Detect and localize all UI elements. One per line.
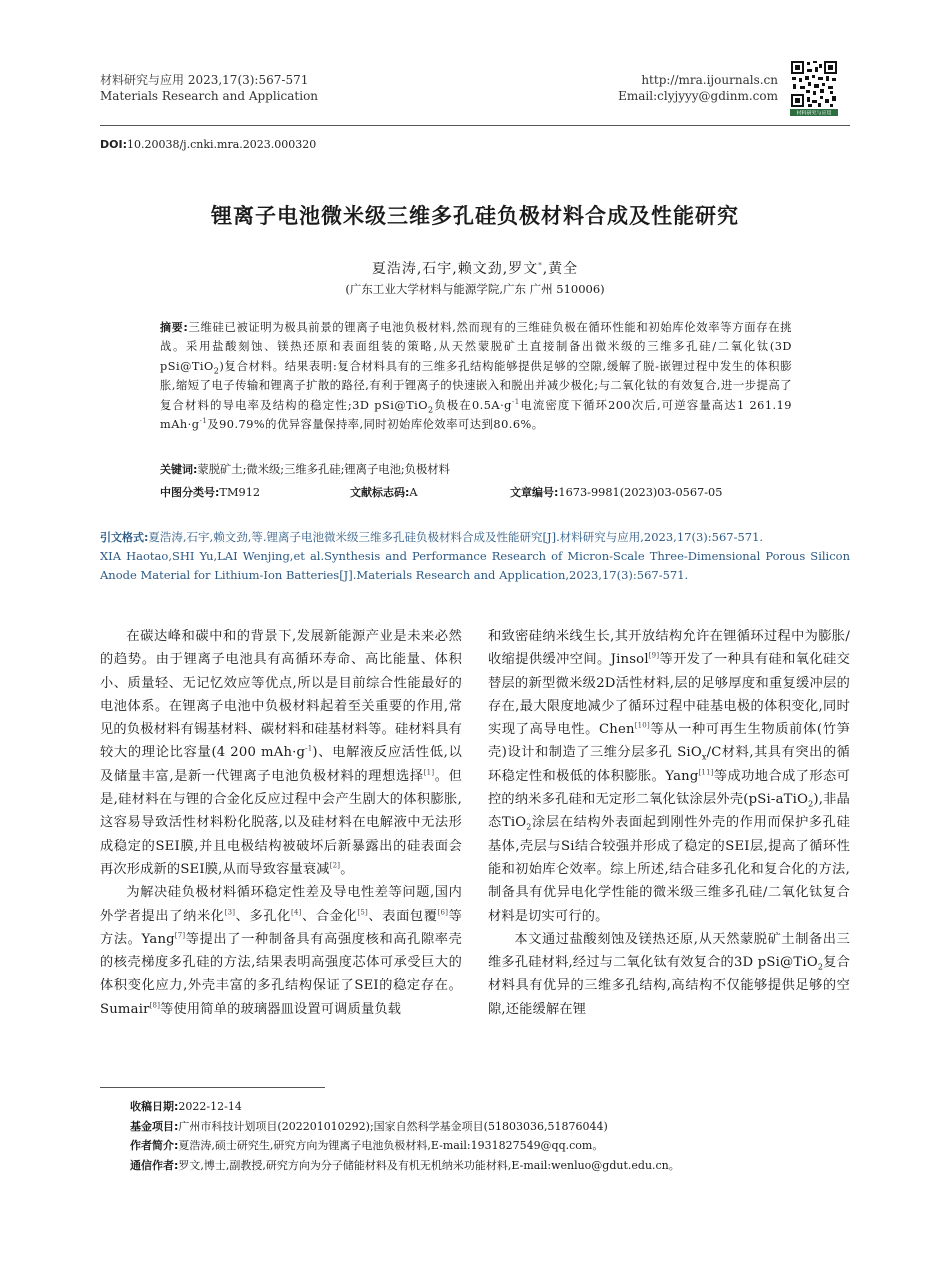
- p2-text-g: 等使用简单的玻璃器皿设置可调质量负载: [160, 1001, 402, 1017]
- ref-1[interactable]: [1]: [423, 768, 435, 777]
- article-number: [510, 484, 722, 500]
- clc-value: TM912: [219, 486, 261, 499]
- clc-label: 中图分类号:: [160, 486, 220, 499]
- corresponding-text: 罗文,博士,副教授,研究方向为分子储能材料及有机无机纳米功能材料,E-mail:wenluo@gdut.edu.cn。: [178, 1158, 680, 1172]
- abstract-text-4: 电流密度下循环200次后,可逆容量高达1 261.19 mAh·g: [160, 398, 792, 432]
- citation-en: XIA Haotao,SHI Yu,LAI Wenjing,et al.Synthesis and Performance Research of Micron-Scale Three-Dimensional Porous Silicon Anode Material for Lithium-Ion Batteries[J].Materials Research and Application,2023,17(3):567-571.: [100, 549, 850, 582]
- author-bio-label: 作者简介:: [130, 1139, 179, 1152]
- fund-text: 广州市科技计划项目(202201010292);国家自然科学基金项目(51803036,51876044): [178, 1119, 608, 1133]
- p3-text-f: ),非晶态TiO: [488, 792, 850, 831]
- abstract-sub-1: 2: [213, 366, 220, 376]
- citation-cn-text: 夏浩涛,石宇,赖文劲,等.锂离子电池微米级三维多孔硅负极材料合成及性能研究[J].材料研究与应用,2023,17(3):567-571.: [148, 530, 764, 544]
- p3-text-g: 涂层在结构外表面起到刚性外壳的作用而保护多孔硅基体,壳层与Si结合较强并形成了稳定的SEI层,提高了循环性能和初始库仑效率。综上所述,结合硅多孔化和复合化的方法,制备具有优异电化学性能的微米级三维多孔硅/二氧化钛复合材料是切实可行的。: [488, 815, 851, 924]
- author-list: [100, 258, 850, 278]
- article-number-label: 文章编号:: [510, 486, 559, 499]
- authors-part-2: ,黄全: [542, 261, 579, 277]
- corresponding-author-mark: *: [538, 261, 543, 270]
- p1-text-d: 。: [340, 861, 354, 877]
- doi-value[interactable]: 10.20038/j.cnki.mra.2023.000320: [126, 138, 317, 151]
- ref-5[interactable]: [5]: [357, 908, 368, 917]
- qr-caption: 材料研究与应用: [796, 110, 832, 116]
- article-number-value: 1673-9981(2023)03-0567-05: [558, 486, 723, 499]
- abstract-label: 摘要:: [160, 321, 189, 334]
- qr-code-icon: [790, 60, 838, 116]
- journal-url[interactable]: http://mra.ijournals.cn: [641, 73, 778, 87]
- paragraph-4: [488, 928, 850, 1021]
- ref-2[interactable]: [2]: [329, 861, 341, 870]
- ref-4[interactable]: [4]: [291, 908, 302, 917]
- footnote-corresponding: [130, 1156, 850, 1176]
- p2-text-a: 为解决硅负极材料循环稳定性差及导电性差等问题,国内外学者提出了纳米化: [100, 885, 462, 924]
- journal-contact: [618, 72, 778, 104]
- p2-text-b: 、多孔化: [235, 908, 292, 924]
- p4-text-b: 复合材料具有优异的三维多孔结构,高结构不仅能够提供足够的空隙,还能缓解在锂: [488, 955, 850, 1017]
- abstract: [160, 318, 792, 434]
- ref-7[interactable]: [7]: [174, 931, 186, 940]
- p3-text-b: 等开发了一种具有硅和氧化硅交替层的新型微米级2D活性材料,层的足够厚度和重复缓冲层的存在,最大限度地减少了循环过程中硅基电极的体积变化,同时实现了高导电性。Chen: [488, 652, 850, 738]
- footnote-rule: [100, 1087, 325, 1088]
- fund-label: 基金项目:: [130, 1119, 179, 1133]
- citation-cn: [100, 528, 850, 547]
- paragraph-3: [488, 625, 850, 928]
- p1-text-a: 在碳达峰和碳中和的背景下,发展新能源产业是未来必然的趋势。由于锂离子电池具有高循环寿命、高比能量、体积小、质量轻、无记忆效应等优点,所以是目前综合性能最好的电池体系。在锂离子电池中负极材料起着至关重要的作用,常见的负极材料有锡基材料、碳材料和硅基材料等。硅材料具有较大的理论比容量(4 200 mAh·g: [100, 629, 462, 761]
- p3-text-e: 等成功地合成了形态可控的纳米多孔硅和无定形二氧化钛涂层外壳(pSi-aTiO: [488, 768, 850, 808]
- received-label: 收稿日期:: [130, 1100, 179, 1113]
- citation-label: 引文格式:: [100, 531, 149, 544]
- doc-code-label: 文献标志码:: [350, 486, 410, 499]
- paragraph-1: [100, 625, 462, 881]
- keywords-value: 蒙脱矿土;微米级;三维多孔硅;锂离子电池;负极材料: [197, 463, 450, 476]
- body-column-right: [488, 625, 850, 1021]
- p3-sub-2b: 2: [526, 823, 532, 833]
- received-date: 2022-12-14: [178, 1100, 242, 1113]
- ref-6[interactable]: [6]: [437, 908, 449, 917]
- p3-sub-x: x: [701, 753, 707, 763]
- ref-11[interactable]: [11]: [698, 768, 714, 777]
- abstract-text-2: )复合材料。结果表明:复合材料具有的三维多孔结构能够提供足够的空隙,缓解了脱-嵌锂过程中发生的体积膨胀,缩短了电子传输和锂离子扩散的路径,有利于锂离子的快速嵌入和脱出并减少极化;与二氧化钛的有效复合,进一步提高了复合材料的导电率及结构的稳定性;3D pSi@TiO: [160, 359, 792, 412]
- footnote-author: [130, 1136, 850, 1156]
- abstract-text-5: 及90.79%的优异容量保持率,同时初始库伦效率可达到80.6%。: [207, 418, 544, 432]
- footnotes: [130, 1097, 850, 1175]
- p4-sub-2: 2: [817, 962, 824, 972]
- p2-text-d: 、表面包覆: [367, 908, 438, 924]
- p2-text-e: 等方法。Yang: [100, 908, 462, 947]
- p1-sup: -1: [305, 745, 313, 754]
- p4-text-a: 本文通过盐酸刻蚀及镁热还原,从天然蒙脱矿土制备出三维多孔硅材料,经过与二氧化钛有效复合的3D pSi@TiO: [488, 931, 850, 971]
- journal-name-cn: 材料研究与应用 2023,17(3):567-571: [100, 73, 309, 87]
- body-column-left: [100, 625, 462, 1021]
- journal-masthead: [100, 72, 318, 104]
- header-rule: [100, 125, 850, 126]
- abstract-text-3: 负极在0.5A·g: [433, 398, 512, 412]
- p3-text-c: 等从一种可再生生物质前体(竹笋壳)设计和制造了三维分层多孔 SiO: [488, 722, 850, 761]
- doi-label: DOI:: [100, 138, 127, 151]
- abstract-sub-2: 2: [428, 404, 434, 414]
- affiliation: (广东工业大学材料与能源学院,广东 广州 510006): [345, 282, 605, 296]
- ref-3[interactable]: [3]: [224, 908, 236, 917]
- clc-number: [160, 484, 260, 500]
- ref-9[interactable]: [9]: [648, 651, 660, 660]
- corresponding-label: 通信作者:: [130, 1158, 179, 1172]
- abstract-text-1: 三维硅已被证明为极具前景的锂离子电池负极材料,然而现有的三维硅负极在循环性能和初始库伦效率等方面存在挑战。采用盐酸刻蚀、镁热还原和表面组装的策略,从天然蒙脱矿土直接制备出微米级的三维多孔硅/二氧化钛(3D pSi@TiO: [160, 321, 792, 373]
- keywords-label: 关键词:: [160, 463, 198, 476]
- classification-line: [160, 484, 792, 502]
- citation-format: [100, 528, 850, 585]
- keywords: [160, 461, 792, 477]
- authors-part-1: 夏浩涛,石宇,赖文劲,罗文: [371, 261, 539, 277]
- abstract-sup-2: -1: [199, 417, 208, 426]
- p1-text-c: 。但是,硅材料在与锂的合金化反应过程中会产生剧大的体积膨胀,这容易导致活性材料粉化脱落,以及硅材料在电解液中无法形成稳定的SEI膜,并且电极结构被破坏后新暴露出的硅表面会再次形成新的SEI膜,从而导致容量衰减: [100, 768, 462, 877]
- author-bio-text: 夏浩涛,硕士研究生,研究方向为锂离子电池负极材料,E-mail:1931827549@qq.com。: [178, 1139, 604, 1152]
- p2-text-c: 、合金化: [301, 908, 358, 924]
- p1-text-b: )、电解液反应活性低,以及储量丰富,是新一代锂离子电池负极材料的理想选择: [100, 745, 462, 784]
- journal-name-en: Materials Research and Application: [100, 89, 319, 103]
- p3-text-d: /C材料,其具有突出的循环稳定性和极低的体积膨胀。Yang: [488, 745, 851, 784]
- p2-text-f: 等提出了一种制备具有高强度核和高孔隙率壳的核壳梯度多孔硅的方法,结果表明高强度芯体可承受巨大的体积变化应力,外壳丰富的多孔结构保证了SEI的稳定存在。Sumair: [100, 931, 463, 1017]
- footnote-received: [130, 1097, 850, 1117]
- abstract-sup-1: -1: [511, 397, 520, 406]
- paper-title: 锂离子电池微米级三维多孔硅负极材料合成及性能研究: [211, 204, 739, 228]
- paragraph-2: [100, 881, 462, 1021]
- doi-line: [100, 138, 316, 151]
- journal-email[interactable]: Email:clyjyyy@gdinm.com: [618, 89, 778, 103]
- ref-10[interactable]: [10]: [634, 721, 650, 730]
- p3-sub-2a: 2: [808, 799, 814, 809]
- footnote-fund: [130, 1117, 850, 1137]
- p3-text-a: 和致密硅纳米线生长,其开放结构允许在锂循环过程中为膨胀/收缩提供缓冲空间。Jinsol: [488, 629, 850, 668]
- doc-code-value: A: [409, 486, 418, 499]
- document-code: [350, 484, 418, 500]
- ref-8[interactable]: [8]: [149, 1001, 161, 1010]
